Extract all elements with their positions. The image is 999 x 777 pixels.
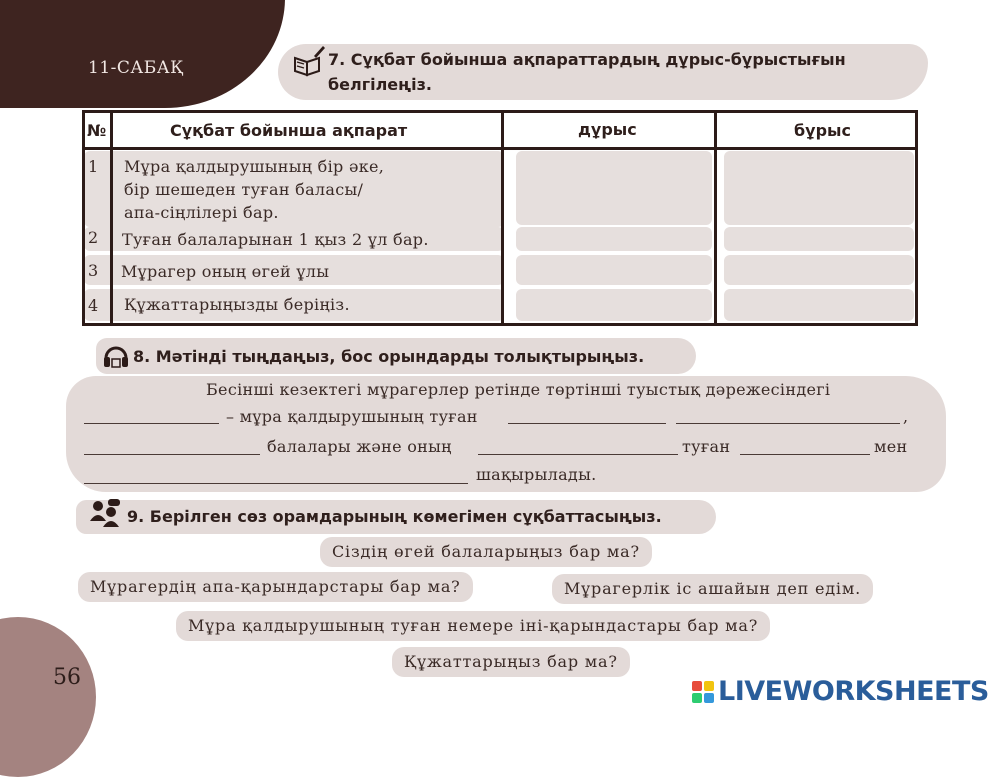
row-2-number: 2 [88,228,99,247]
header-information: Сұқбат бойынша ақпарат [170,121,408,140]
table-col-divider [714,110,717,326]
row-1-text-line2: бір шешеден туған баласы/ [124,180,364,199]
book-pencil-icon [292,44,326,78]
task8-comma: , [903,407,909,426]
row-3-number: 3 [88,261,99,280]
table-col-divider [110,110,113,326]
table-col-divider [501,110,504,326]
page-number: 56 [53,665,81,690]
lesson-header-shape [0,0,285,108]
task8-title: 8. Мәтінді тыңдаңыз, бос орындарды толықтырыңыз. [133,347,645,366]
blank-2[interactable] [508,422,666,424]
page-number-shape [0,617,96,777]
phrase-bubble-3: Мұрагерлік іс ашайын деп едім. [552,574,873,604]
phrase-bubble-4: Мұра қалдырушының туған немере іні-қарындастары бар ма? [176,611,770,641]
task8-seg-c: туған [682,437,731,456]
blank-4[interactable] [84,453,260,455]
task8-seg-b: балалары және оның [267,437,452,456]
blank-1[interactable] [84,422,219,424]
header-number: № [87,121,107,140]
phrase-bubble-1: Сіздің өгей балаларыңыз бар ма? [320,537,652,567]
liveworksheets-logo-icon [692,681,714,703]
phrase-bubble-2: Мұрагердің апа-қарындарстары бар ма? [78,572,473,602]
row-1-text-line1: Мұра қалдырушының бір әке, [124,157,385,176]
lesson-label: 11-САБАҚ [88,58,184,78]
headphones-icon [101,340,131,370]
row-4-text: Құжаттарыңызды беріңіз. [124,295,350,314]
task8-seg-a: – мұра қалдырушының туған [226,407,478,426]
table-header-divider [82,147,918,150]
blank-7[interactable] [84,482,468,484]
brand-logo-text[interactable]: LIVEWORKSHEETS [718,676,989,707]
row-3-text: Мұрагер оның өгей ұлы [121,262,330,281]
people-chat-icon [88,497,122,531]
task7-title: 7. Сұқбат бойынша ақпараттардың дұрыс-бұрыстығын [328,50,846,69]
row-2-text: Туған балаларынан 1 қыз 2 ұл бар. [122,230,429,249]
task9-title: 9. Берілген сөз орамдарының көмегімен сұқбаттасыңыз. [127,507,662,526]
task7-title-line2: белгілеңіз. [328,75,432,94]
blank-6[interactable] [740,453,870,455]
blank-5[interactable] [478,453,678,455]
row-1-text-line3: апа-сіңлілері бар. [124,203,279,222]
header-incorrect: бұрыс [794,121,852,140]
phrase-bubble-5: Құжаттарыңыз бар ма? [392,647,630,677]
task8-seg-d: мен [874,437,908,456]
task8-line1: Бесінші кезектегі мұрагерлер ретінде төртінші туыстық дәрежесіндегі [206,380,831,399]
row-4-number: 4 [88,296,99,315]
header-correct: дұрыс [578,120,637,139]
row-1-number: 1 [88,157,99,176]
task8-seg-e: шақырылады. [476,465,597,484]
blank-3[interactable] [676,422,900,424]
